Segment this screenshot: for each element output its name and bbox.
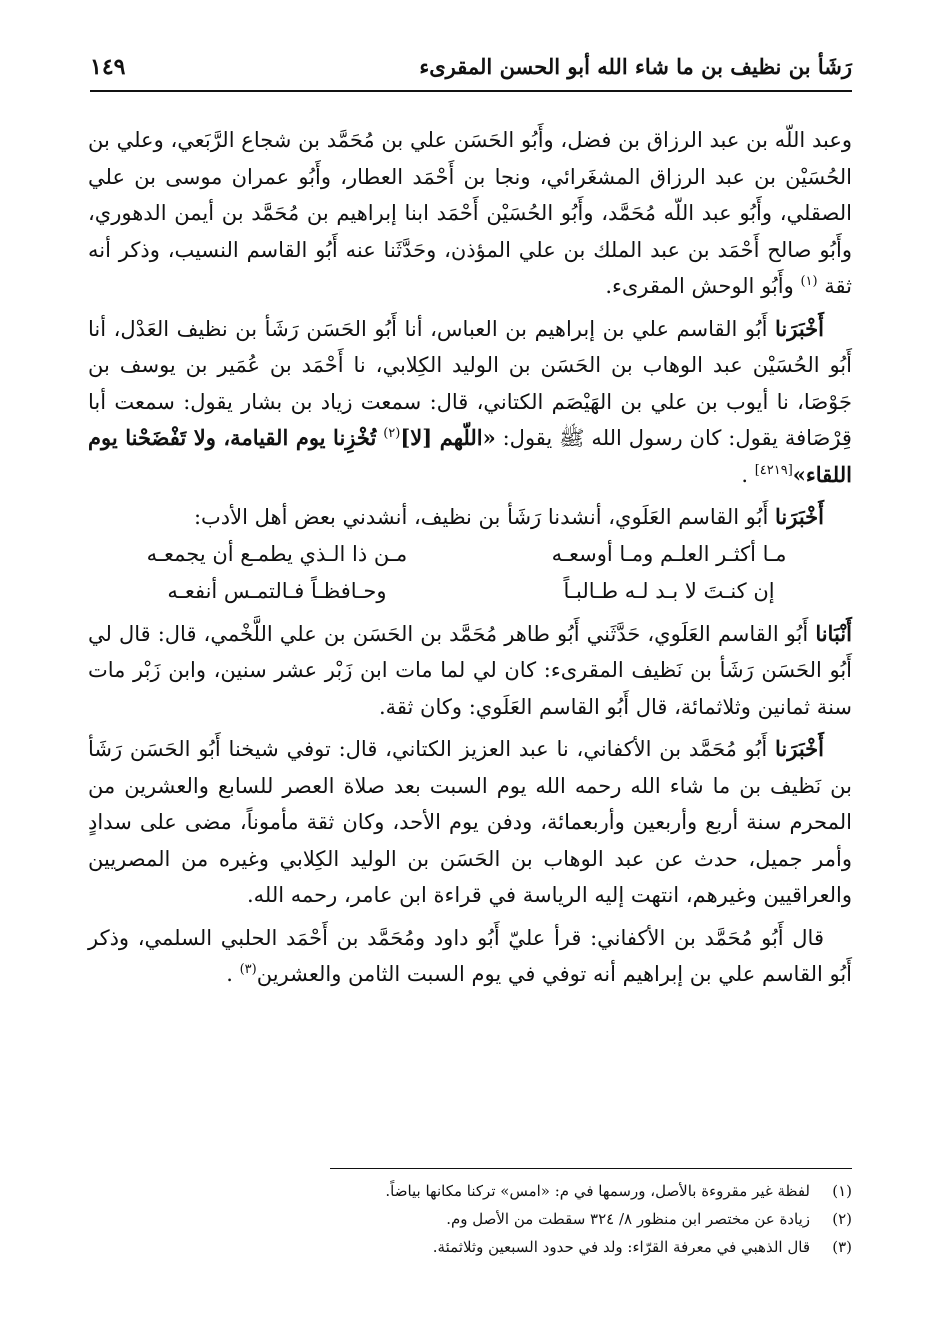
footnote-ref-1: (١)	[800, 274, 818, 289]
hadith-number: [٤٢١٩]	[754, 462, 793, 478]
poem-verse	[88, 536, 852, 573]
poem	[88, 536, 852, 610]
paragraph-4-text: أَبُو القاسم العَلَوي، حَدَّثَني أَبُو طاهر مُحَمَّد بن الحَسَن بن علي اللَّخْمي، قال: قال لي أَبُو الحَسَن رَشَأ بن نَظيف المقرىء: كان لي لما مات ابن زَبْر عشر سنين، وابن زَبْر مات سنة ثمانين وثلاثمائة، قال أَبُو القاسم العَلَوي: وكان ثقة.	[88, 621, 852, 719]
paragraph-3	[88, 499, 852, 536]
footnote-ref-2: (٢)	[383, 426, 401, 441]
footnote-text: قال الذهبي في معرفة القرّاء: ولد في حدود السبعين وثلاثمئة.	[432, 1238, 810, 1256]
narration-keyword: أَخْبَرَنا	[775, 315, 824, 341]
footnote-text: لفظة غير مقروءة بالأصل، ورسمها في م: «امس» تركنا مكانها بياضاً.	[385, 1182, 810, 1200]
paragraph-6	[88, 920, 852, 993]
page-header	[90, 50, 852, 92]
poem-hemistich-first: مـا أكثـر العلـم ومـا أوسعـه	[551, 541, 787, 566]
hadith-quote-end: تُخْزِنا يوم القيامة، ولا تَفْضَحْنا يوم اللقاء»	[88, 425, 852, 487]
paragraph-5-text: أَبُو مُحَمَّد بن الأكفاني، نا عبد العزيز الكتاني، قال: توفي شيخنا أَبُو الحَسَن رَشَأ بن نَظيف بن ما شاء الله رحمه الله يوم السبت بعد صلاة العصر للسابع والعشرين من المحرم سنة أربع وأربعين وأربعمائة، ودفن يوم الأحد، وكان ثقة مأموناً، مضى على سدادٍ وأمر جميل، حدث عن عبد الوهاب بن الحَسَن بن الوليد الكِلابي وغيره من المصريين والعراقيين وغيرهم، انتهت إليه الرياسة في قراءة ابن عامر، رحمه الله.	[88, 737, 852, 907]
running-title: رَشَأ بن نظيف بن ما شاء الله أبو الحسن المقرىء	[419, 54, 852, 79]
poem-hemistich-first: إن كنـتَ لا بـد لـه طـالبـاً	[563, 578, 775, 603]
page-number: ١٤٩	[90, 54, 126, 80]
paragraph-3-text: أَبُو القاسم العَلَوي، أنشدنا رَشَأ بن نظيف، أنشدني بعض أهل الأدب:	[193, 505, 769, 529]
paragraph-2	[88, 311, 852, 494]
paragraph-2-end: .	[741, 462, 748, 487]
paragraph-2-text: أَبُو القاسم علي بن إبراهيم بن العباس، أنا أَبُو الحَسَن رَشَأ بن نظيف العَدْل، أنا أَبُو الحُسَيْن عبد الوهاب بن الحَسَن بن الوليد الكِلابي، نا أَحْمَد بن عُمَير بن يوسف بن جَوْصَا، نا أيوب بن علي بن الهَيْصَم الكتاني، قال: سمعت زياد بن بشار يقول: سمعت أبا قِرْصَافة يقول: كان رسول الله ﷺ يقول:	[88, 316, 852, 450]
narration-keyword: أَخْبَرَنا	[775, 736, 824, 761]
main-text	[88, 122, 852, 993]
paragraph-6-text: قال أَبُو مُحَمَّد بن الأكفاني: قرأ عليّ أَبُو داود ومُحَمَّد بن أَحْمَد الحلبي السلمي، وذكر أَبُو القاسم علي بن إبراهيم أنه توفي في يوم السبت الثامن والعشرين	[88, 925, 852, 986]
hadith-quote-start: «اللّهم [لا]	[400, 425, 496, 450]
footnote	[330, 1205, 852, 1233]
poem-hemistich-second: مـن ذا الـذي يطمـع أن يجمعـه	[146, 541, 408, 566]
poem-verse	[88, 573, 852, 610]
paragraph-1	[88, 122, 852, 305]
poem-hemistich-second: وحـافظـاً فـالتمـس أنفعـه	[167, 578, 387, 603]
paragraph-1-tail: وأَبُو الوحش المقرىء.	[605, 274, 794, 298]
footnote-number: (٣)	[832, 1238, 852, 1256]
paragraph-1-text: وعبد اللّه بن عبد الرزاق بن فضل، وأَبُو الحَسَن علي بن مُحَمَّد بن شجاع الرَّبَعي، وعلي بن الحُسَيْن بن عبد الرزاق المشغَرائي، ونجا بن أَحْمَد العطار، وأَبُو عمران موسى بن علي الصقلي، وأَبُو عبد اللّه مُحَمَّد، وأَبُو الحُسَيْن أَحْمَد ابنا إبراهيم بن مُحَمَّد بن أيمن الدهوري، وأَبُو صالح أَحْمَد بن عبد الملك بن علي المؤذن، وحَدَّثَنا عنه أَبُو القاسم النسيب، وذكر أنه ثقة	[88, 128, 852, 298]
footnote-number: (٢)	[832, 1210, 852, 1228]
narration-keyword: أَنْبَانا	[815, 620, 852, 646]
footnotes	[330, 1168, 852, 1261]
footnote	[330, 1177, 852, 1205]
paragraph-4	[88, 616, 852, 726]
paragraph-5	[88, 731, 852, 914]
paragraph-6-end: .	[226, 962, 233, 986]
narration-keyword: أَخْبَرَنا	[775, 504, 824, 529]
footnote-number: (١)	[832, 1182, 852, 1200]
footnote	[330, 1233, 852, 1261]
footnote-text: زيادة عن مختصر ابن منظور ٨/ ٣٢٤ سقطت من الأصل وم.	[446, 1210, 810, 1228]
footnote-ref-3: (٣)	[239, 962, 257, 977]
